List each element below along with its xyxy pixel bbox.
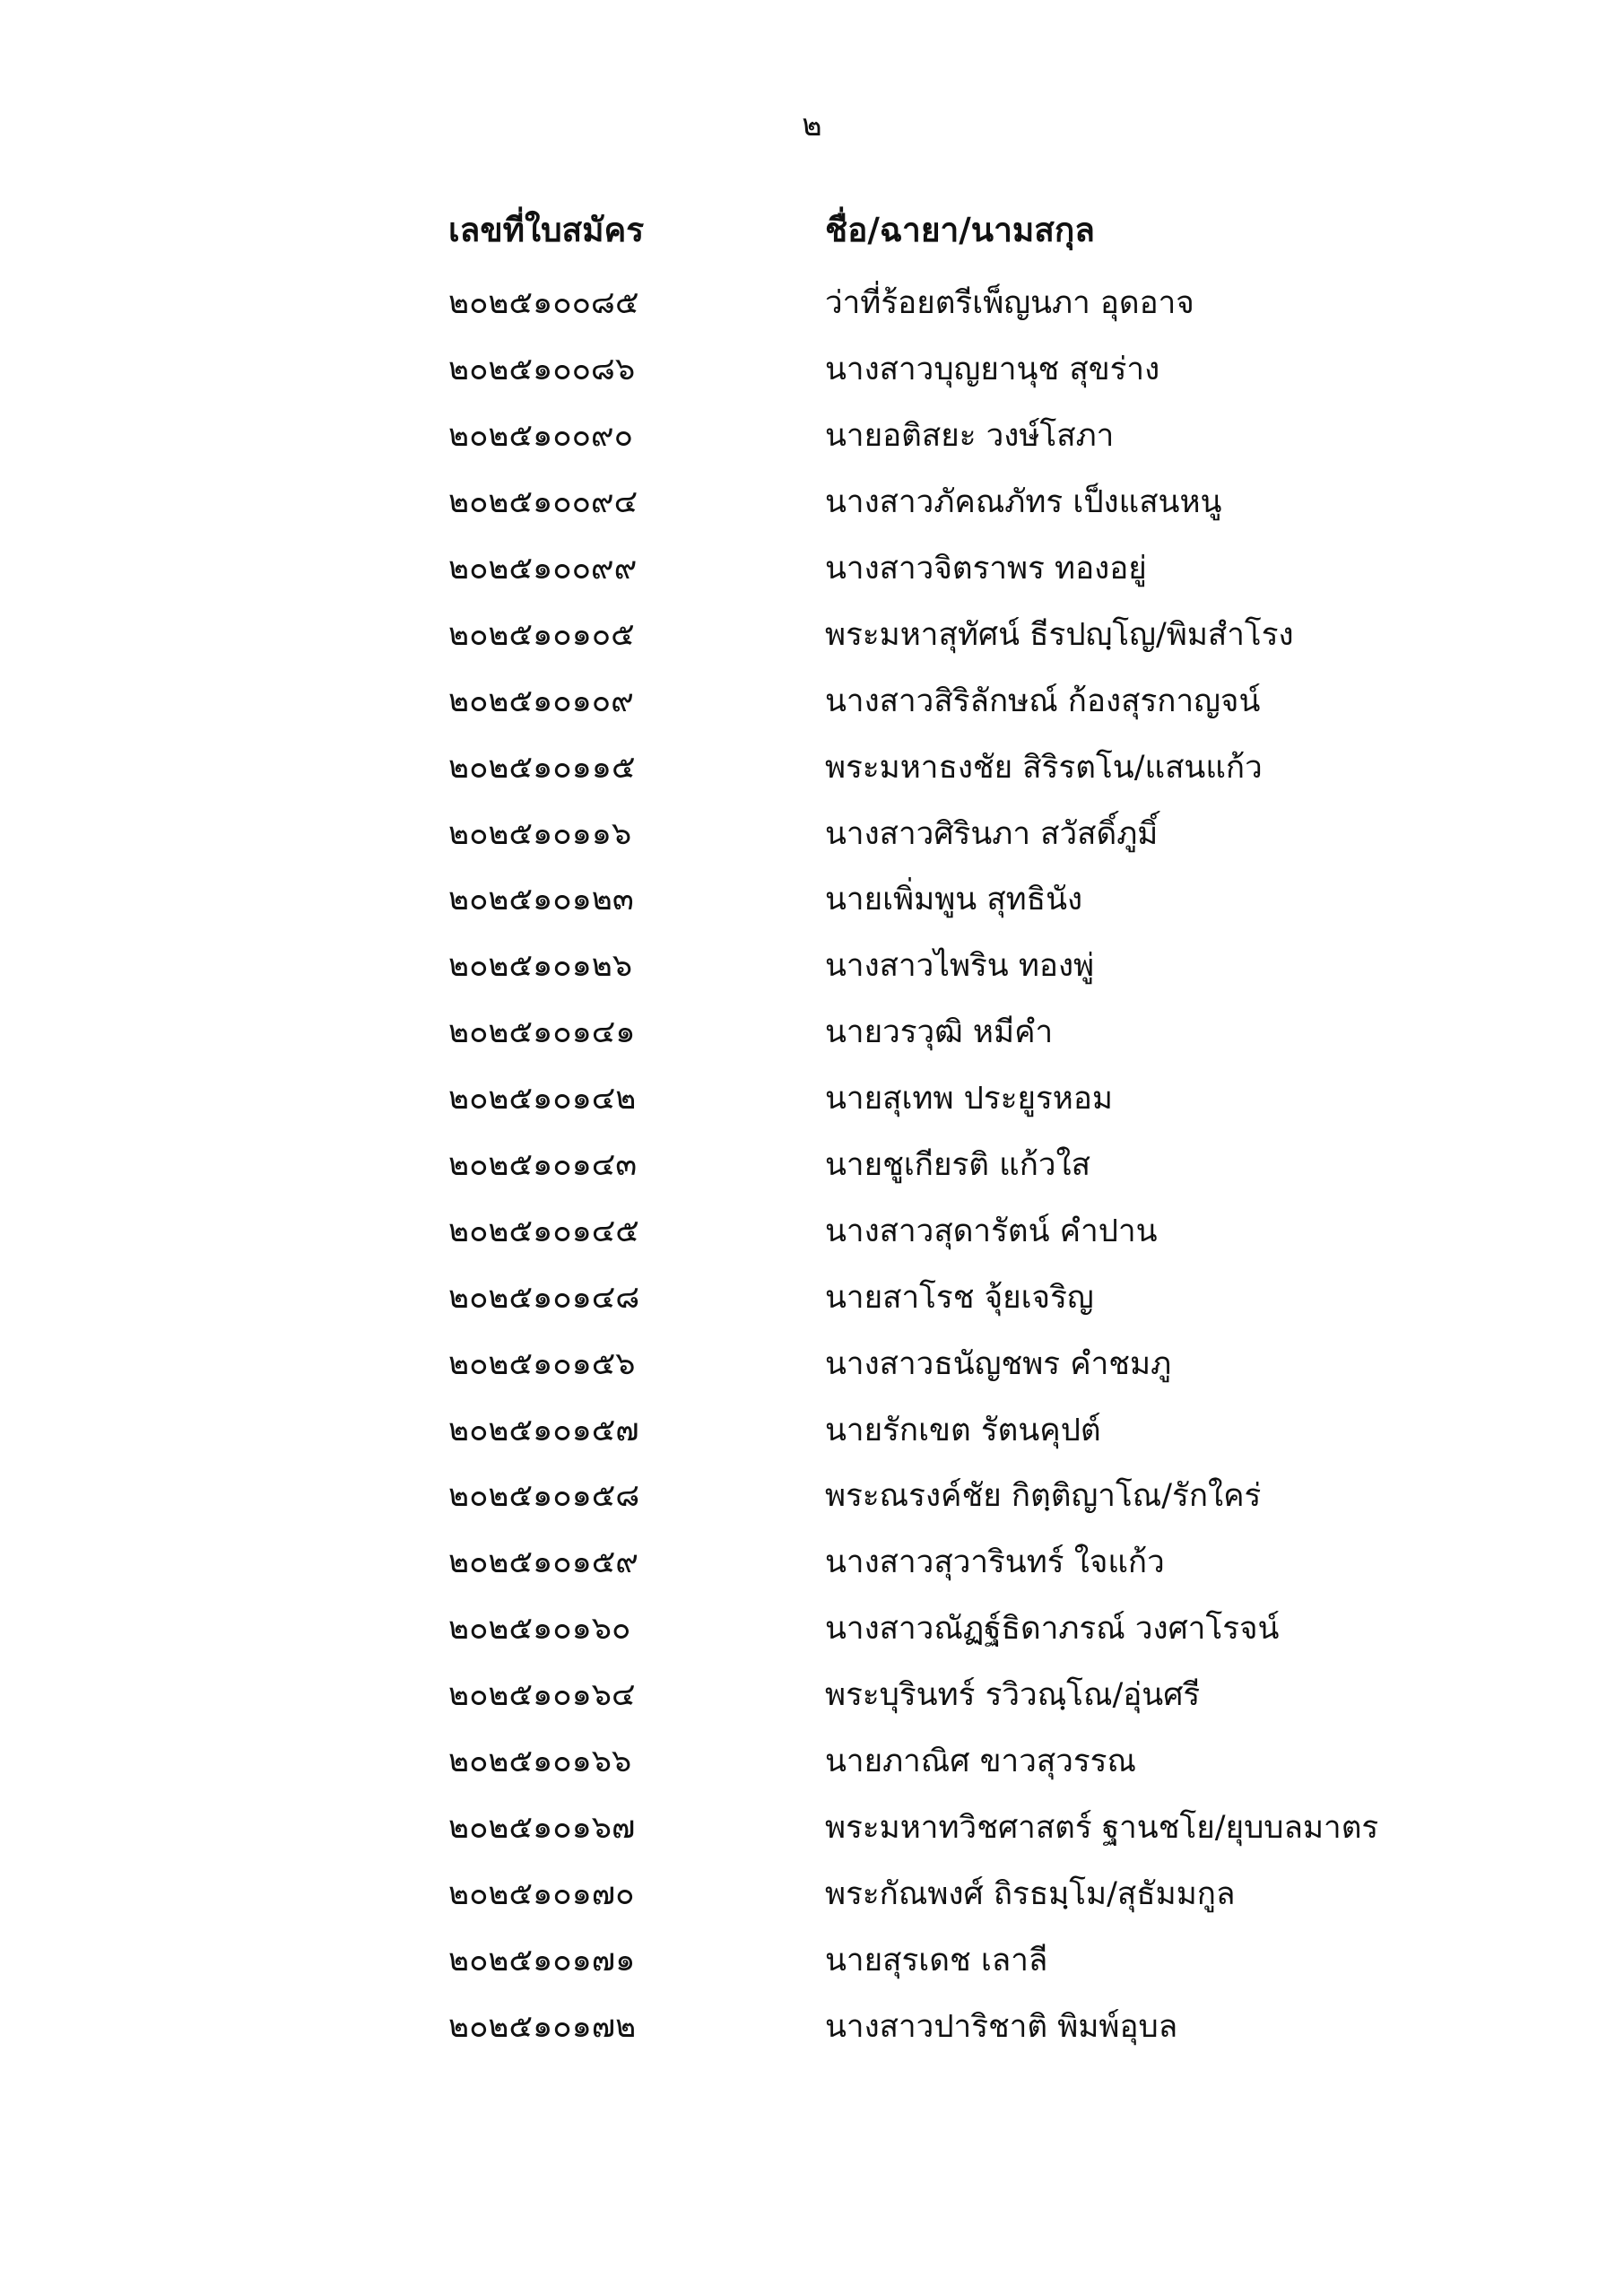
application-number: ๒๐๒๕๑๐๑๐๕ bbox=[448, 616, 635, 653]
application-number: ๒๐๒๕๑๐๑๑๕ bbox=[448, 749, 636, 786]
roster-row bbox=[448, 1926, 1435, 1993]
roster-row bbox=[448, 1197, 1435, 1264]
applicant-name: นางสาวบุญยานุช สุขร่าง bbox=[825, 352, 1160, 388]
application-number: ๒๐๒๕๑๐๑๗๐ bbox=[448, 1875, 635, 1912]
applicant-name: นางสาวสุดารัตน์ คำปาน bbox=[825, 1213, 1158, 1249]
applicant-name: นางสาวสุวารินทร์ ใจแก้ว bbox=[825, 1544, 1165, 1581]
application-number: ๒๐๒๕๑๐๐๘๖ bbox=[448, 352, 636, 388]
roster-rows bbox=[448, 270, 1435, 2059]
application-number: ๒๐๒๕๑๐๑๗๒ bbox=[448, 2008, 637, 2045]
application-number: ๒๐๒๕๑๐๐๙๙ bbox=[448, 551, 638, 587]
application-number: ๒๐๒๕๑๐๑๕๗ bbox=[448, 1412, 639, 1448]
applicant-name: นางสาวธนัญชพร คำชมภู bbox=[825, 1345, 1172, 1382]
roster-row bbox=[448, 933, 1435, 999]
roster-row bbox=[448, 336, 1435, 403]
roster-row bbox=[448, 1860, 1435, 1926]
applicant-name: นางสาวไพริน ทองพู่ bbox=[825, 948, 1095, 985]
name-heading: ชื่อ/ฉายา/นามสกุล bbox=[825, 210, 1095, 249]
roster-row bbox=[448, 1396, 1435, 1463]
application-number: ๒๐๒๕๑๐๑๖๖ bbox=[448, 1744, 632, 1780]
applicant-name: นายอติสยะ วงษ์โสภา bbox=[825, 418, 1115, 455]
applicant-name: พระณรงค์ชัย กิตฺติญาโณ/รักใคร่ bbox=[825, 1478, 1262, 1515]
roster-row bbox=[448, 601, 1435, 667]
roster-row bbox=[448, 1596, 1435, 1662]
applicant-roster bbox=[448, 204, 1435, 2059]
roster-row bbox=[448, 999, 1435, 1065]
application-number: ๒๐๒๕๑๐๑๑๖ bbox=[448, 815, 632, 852]
roster-row bbox=[448, 469, 1435, 535]
applicant-name: พระบุรินทร์ รวิวณฺโณ/อุ่นศรี bbox=[825, 1677, 1201, 1714]
applicant-name: นางสาวศิรินภา สวัสดิ์ภูมิ์ bbox=[825, 815, 1159, 852]
application-number: ๒๐๒๕๑๐๑๕๙ bbox=[448, 1544, 638, 1581]
page-number: ๒ bbox=[802, 108, 822, 144]
application-number: ๒๐๒๕๑๐๑๖๔ bbox=[448, 1677, 636, 1714]
roster-row bbox=[448, 667, 1435, 734]
roster-row bbox=[448, 1728, 1435, 1795]
applicant-name: นายรักเขต รัตนคุปต์ bbox=[825, 1412, 1101, 1448]
applicant-name: พระกัณพงศ์ ถิรธมฺโม/สุธัมมกูล bbox=[825, 1875, 1236, 1912]
applicant-name: นางสาวณัฏฐ์ธิดาภรณ์ วงศาโรจน์ bbox=[825, 1611, 1280, 1648]
application-number: ๒๐๒๕๑๐๑๕๖ bbox=[448, 1345, 636, 1382]
applicant-name: นางสาวปาริชาติ พิมพ์อุบล bbox=[825, 2008, 1178, 2045]
application-number: ๒๐๒๕๑๐๑๔๒ bbox=[448, 1081, 637, 1118]
roster-row bbox=[448, 1529, 1435, 1596]
applicant-name: นายวรวุฒิ หมีคำ bbox=[825, 1014, 1054, 1051]
application-number: ๒๐๒๕๑๐๑๔๑ bbox=[448, 1014, 636, 1051]
applicant-name: นางสาวสิริลักษณ์ ก้องสุรกาญจน์ bbox=[825, 683, 1261, 719]
roster-row bbox=[448, 1794, 1435, 1860]
application-number: ๒๐๒๕๑๐๑๔๘ bbox=[448, 1279, 640, 1316]
application-number: ๒๐๒๕๑๐๑๔๕ bbox=[448, 1213, 639, 1249]
applicant-name: นายภาณิศ ขาวสุวรรณ bbox=[825, 1744, 1136, 1780]
applicant-name: พระมหาสุทัศน์ ธีรปญฺโญ/พิมสำโรง bbox=[825, 616, 1294, 653]
applicant-name: พระมหาธงชัย สิริรตโน/แสนแก้ว bbox=[825, 749, 1263, 786]
applicant-name: นายสุเทพ ประยูรหอม bbox=[825, 1081, 1113, 1118]
roster-row bbox=[448, 270, 1435, 336]
applicant-name: นางสาวภัคณภัทร เป็งแสนหนู bbox=[825, 484, 1222, 521]
applicant-name: นายชูเกียรติ แก้วใส bbox=[825, 1147, 1091, 1184]
roster-row bbox=[448, 1065, 1435, 1132]
roster-row bbox=[448, 1463, 1435, 1529]
applicant-name: ว่าที่ร้อยตรีเพ็ญนภา อุดอาจ bbox=[825, 285, 1194, 322]
application-number: ๒๐๒๕๑๐๐๙๔ bbox=[448, 484, 638, 521]
application-number: ๒๐๒๕๑๐๑๐๙ bbox=[448, 683, 634, 719]
application-number: ๒๐๒๕๑๐๑๒๓ bbox=[448, 882, 634, 918]
roster-row bbox=[448, 1330, 1435, 1396]
application-number-heading: เลขที่ใบสมัคร bbox=[448, 210, 645, 249]
application-number: ๒๐๒๕๑๐๑๔๓ bbox=[448, 1147, 638, 1184]
applicant-name: พระมหาทวิชศาสตร์ ฐานชโย/ยุบบลมาตร bbox=[825, 1809, 1379, 1846]
roster-row bbox=[448, 1662, 1435, 1728]
roster-row bbox=[448, 1132, 1435, 1198]
roster-row bbox=[448, 1993, 1435, 2059]
applicant-name: นายเพิ่มพูน สุทธินัง bbox=[825, 882, 1083, 918]
roster-header bbox=[448, 204, 1435, 255]
roster-row bbox=[448, 403, 1435, 469]
roster-row bbox=[448, 866, 1435, 933]
application-number: ๒๐๒๕๑๐๐๙๐ bbox=[448, 418, 633, 455]
application-number: ๒๐๒๕๑๐๐๘๕ bbox=[448, 285, 639, 322]
roster-row bbox=[448, 800, 1435, 866]
application-number: ๒๐๒๕๑๐๑๒๖ bbox=[448, 948, 633, 985]
roster-row bbox=[448, 734, 1435, 800]
application-number: ๒๐๒๕๑๐๑๕๘ bbox=[448, 1478, 640, 1515]
application-number: ๒๐๒๕๑๐๑๖๗ bbox=[448, 1809, 636, 1846]
applicant-name: นางสาวจิตราพร ทองอยู่ bbox=[825, 551, 1147, 587]
roster-row bbox=[448, 535, 1435, 602]
application-number: ๒๐๒๕๑๐๑๗๑ bbox=[448, 1942, 636, 1979]
application-number: ๒๐๒๕๑๐๑๖๐ bbox=[448, 1611, 631, 1648]
applicant-name: นายสาโรช จุ้ยเจริญ bbox=[825, 1279, 1094, 1316]
roster-row bbox=[448, 1264, 1435, 1330]
applicant-name: นายสุรเดช เลาลี bbox=[825, 1942, 1048, 1979]
